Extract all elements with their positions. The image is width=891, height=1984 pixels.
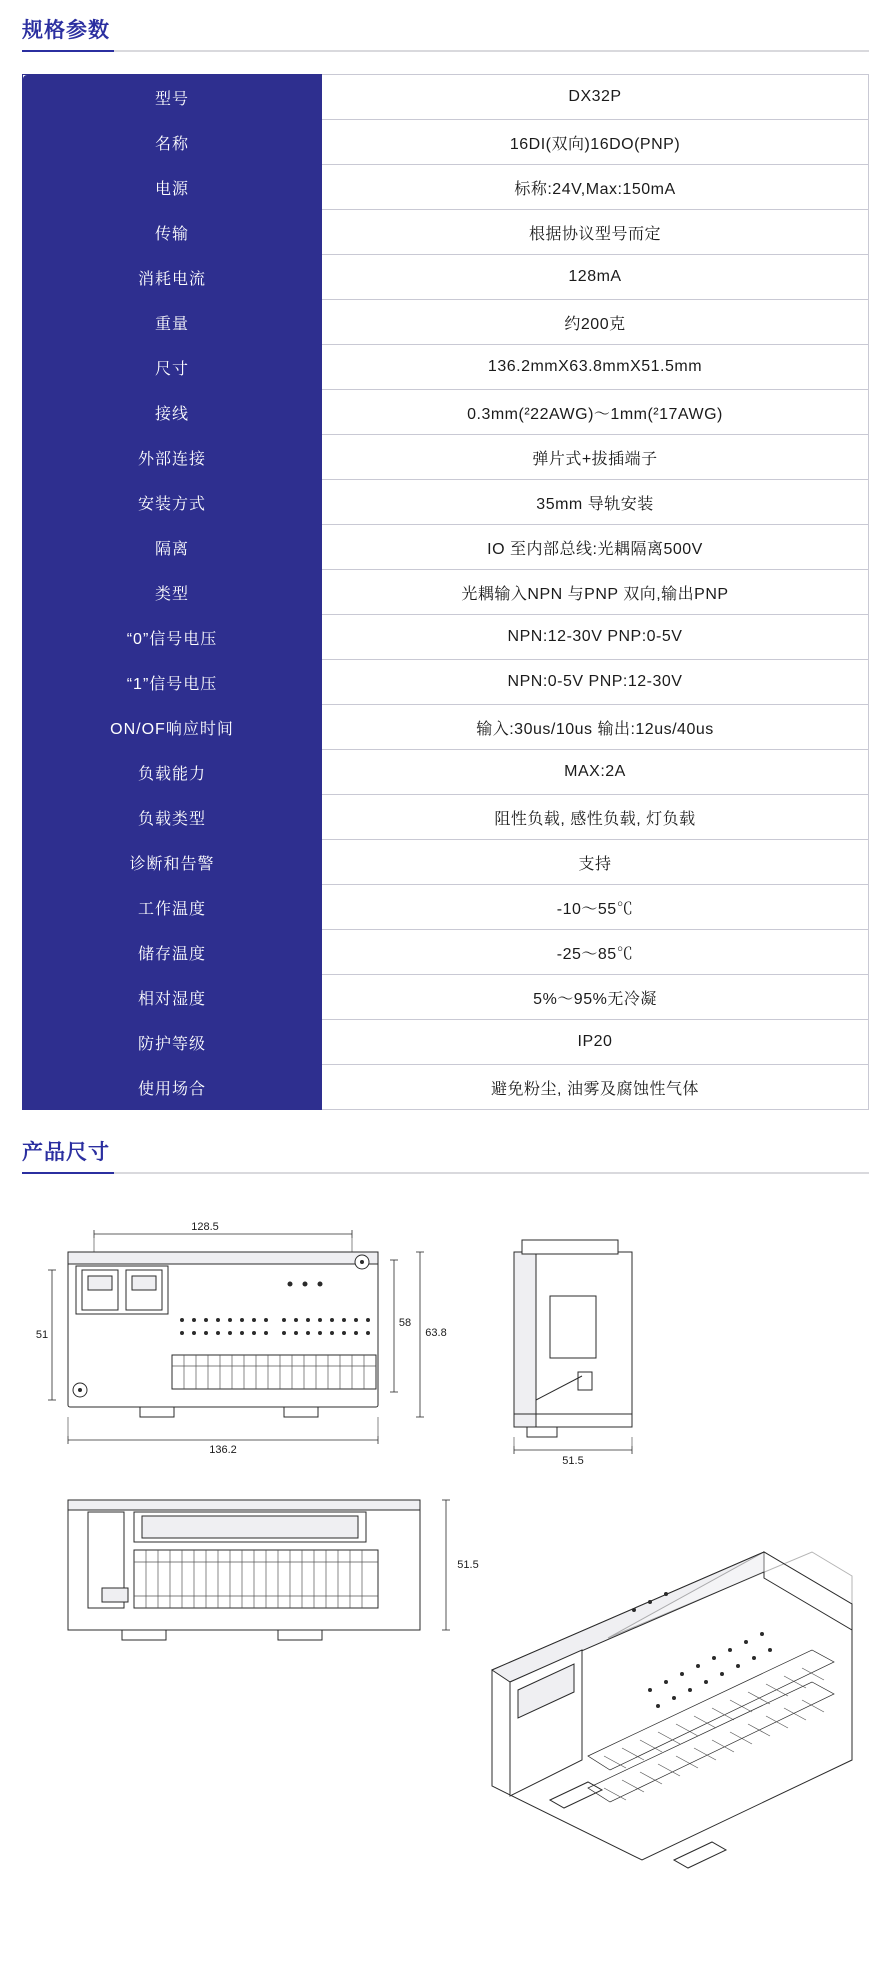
spec-label: 名称 [23,120,322,165]
spec-value: NPN:12-30V PNP:0-5V [322,615,869,660]
spec-value: 5%～95%无冷凝 [322,975,869,1020]
spec-value: 标称:24V,Max:150mA [322,165,869,210]
spec-label: 类型 [23,570,322,615]
section-underline [22,1172,869,1174]
spec-value: 16DI(双向)16DO(PNP) [322,120,869,165]
table-row [23,480,869,525]
table-row [23,750,869,795]
table-row [23,885,869,930]
table-row [23,255,869,300]
spec-label: 安装方式 [23,480,322,525]
table-row [23,930,869,975]
dim-height-outer: 63.8 [425,1327,447,1339]
spec-label: 负载能力 [23,750,322,795]
spec-label: 使用场合 [23,1065,322,1110]
front-view-drawing [68,1500,479,1640]
product-spec-page [0,14,891,1984]
spec-label: 诊断和告警 [23,840,322,885]
table-row [23,1065,869,1110]
spec-label: 消耗电流 [23,255,322,300]
table-row [23,435,869,480]
spec-value: 0.3mm(²22AWG)～1mm(²17AWG) [322,390,869,435]
spec-label: ON/OF响应时间 [23,705,322,750]
dimension-drawings [22,1200,869,1960]
section-title-spec: 规格参数 [22,19,110,42]
spec-value: 128mA [322,255,869,300]
spec-label: 电源 [23,165,322,210]
top-view-drawing [36,1221,447,1456]
table-row [23,300,869,345]
spec-label: 传输 [23,210,322,255]
table-row [23,75,869,120]
table-row [23,795,869,840]
dimension-figure [22,1200,869,1960]
dim-side-width: 51.5 [562,1455,584,1467]
spec-label: 尺寸 [23,345,322,390]
spec-label: 型号 [23,75,322,120]
spec-value: 根据协议型号而定 [322,210,869,255]
spec-label: 隔离 [23,525,322,570]
table-row [23,660,869,705]
spec-value: 支持 [322,840,869,885]
spec-value: 约200克 [322,300,869,345]
section-header-spec [22,14,869,52]
spec-value: DX32P [322,75,869,120]
section-underline [22,50,869,52]
spec-label: 储存温度 [23,930,322,975]
table-row [23,120,869,165]
table-row [23,210,869,255]
table-row [23,165,869,210]
spec-value: 弹片式+拔插端子 [322,435,869,480]
spec-label: “0”信号电压 [23,615,322,660]
table-row [23,975,869,1020]
dim-front-height: 51.5 [457,1559,479,1571]
spec-value: IO 至内部总线:光耦隔离500V [322,525,869,570]
dim-height-right: 58 [398,1317,412,1329]
spec-value: 输入:30us/10us 输出:12us/40us [322,705,869,750]
section-header-dimensions [22,1136,869,1174]
spec-label: 防护等级 [23,1020,322,1065]
table-row [23,1020,869,1065]
table-row [23,390,869,435]
spec-value: NPN:0-5V PNP:12-30V [322,660,869,705]
spec-label: 接线 [23,390,322,435]
spec-value: 光耦输入NPN 与PNP 双向,输出PNP [322,570,869,615]
dim-width-inner: 128.5 [191,1221,219,1233]
isometric-view-drawing [492,1552,852,1868]
spec-label: 工作温度 [23,885,322,930]
table-row [23,570,869,615]
spec-value: IP20 [322,1020,869,1065]
dim-width-outer: 136.2 [209,1444,237,1456]
spec-value: -10～55℃ [322,885,869,930]
table-row [23,615,869,660]
bottom-spacer [22,1960,869,1984]
spec-label: 外部连接 [23,435,322,480]
dim-height-left: 51 [35,1329,49,1341]
spec-label: “1”信号电压 [23,660,322,705]
spec-label: 负载类型 [23,795,322,840]
side-view-drawing [514,1240,632,1467]
spec-value: 136.2mmX63.8mmX51.5mm [322,345,869,390]
spec-table [22,74,869,1110]
spec-value: -25～85℃ [322,930,869,975]
spec-table-body [23,75,869,1110]
spec-value: 避免粉尘, 油雾及腐蚀性气体 [322,1065,869,1110]
table-row [23,705,869,750]
table-row [23,840,869,885]
spec-label: 相对湿度 [23,975,322,1020]
spec-value: 35mm 导轨安装 [322,480,869,525]
spec-label: 重量 [23,300,322,345]
spec-value: MAX:2A [322,750,869,795]
spec-value: 阻性负载, 感性负载, 灯负载 [322,795,869,840]
table-row [23,525,869,570]
section-title-dimensions: 产品尺寸 [22,1141,110,1164]
table-row [23,345,869,390]
